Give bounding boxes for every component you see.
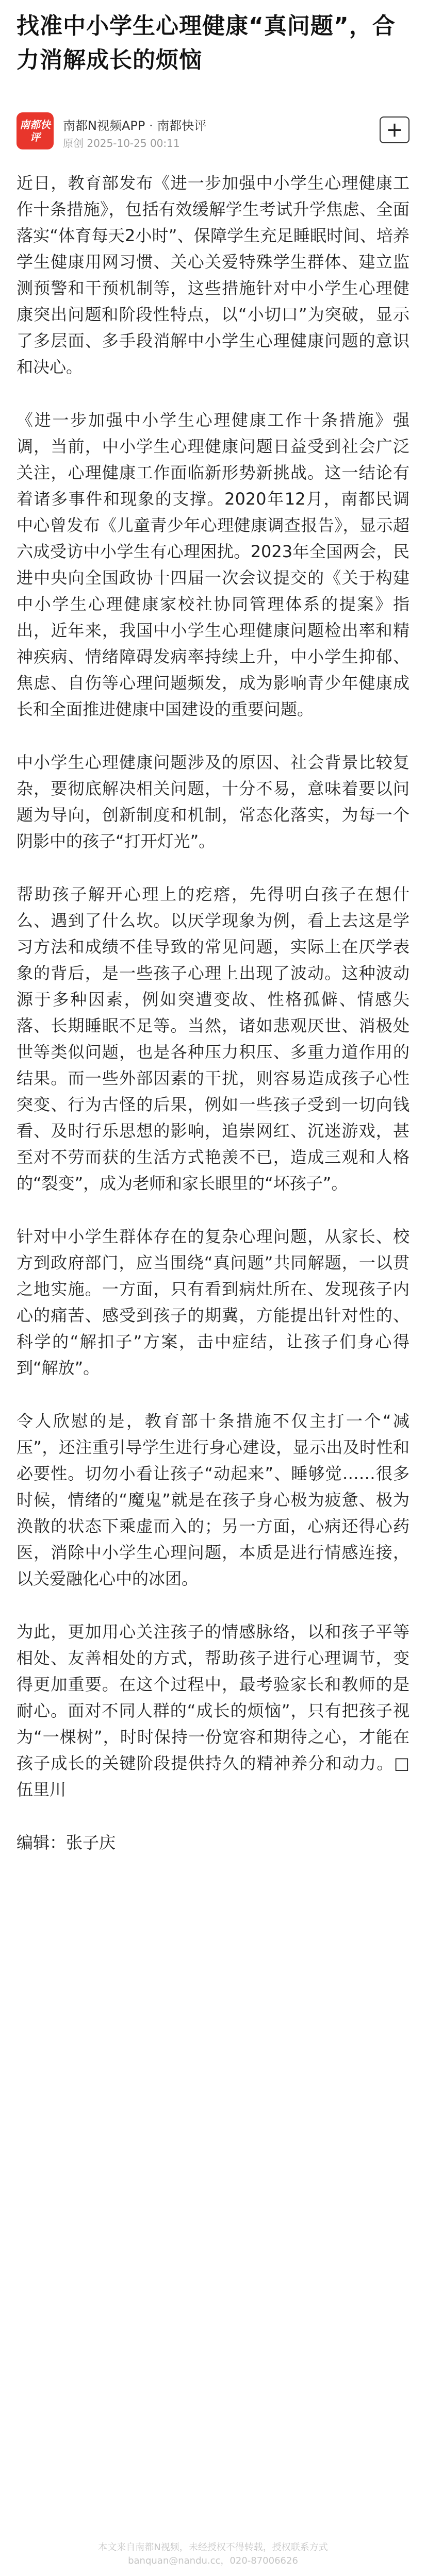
copyright-line-1: 本文来自南都N视频，未经授权不得转载，授权联系方式 — [98, 2542, 328, 2553]
article-paragraph-6: 令人欣慰的是，教育部十条措施不仅主打一个“减压”，还注重引导学生进行身心建设，显示出及时性和必要性。切勿小看让孩子“动起来”、睡够觉……很多时候，情绪的“魔鬼”就是在孩子身心极为疲惫、极为涣散的状态下乘虚而入的；另一方面，心病还得心药医，消除中小学生心理问题，本质是进行情感连接，以关爱融化心中的冰团。 — [17, 1411, 409, 1588]
copyright-footer — [0, 2541, 426, 2568]
article-body — [17, 170, 409, 1856]
source-meta: 原创 2025-10-25 00:11 — [63, 137, 180, 149]
article-paragraph-2: 《进一步加强中小学生心理健康工作十条措施》强调，当前，中小学生心理健康问题日益受到社会广泛关注，心理健康工作面临新形势新挑战。这一结论有着诸多事件和现象的支撑。2020年12月，南都民调中心曾发布《儿童青少年心理健康调查报告》，显示超六成受访中小学生有心理困扰。2023年全国两会，民进中央向全国政协十四届一次会议提交的《关于构建中小学生心理健康家校社协同管理体系的提案》指出，近年来，我国中小学生心理健康问题检出率和精神疾病、情绪障碍发病率持续上升，中小学生抑郁、焦虑、自伤等心理问题频发，成为影响青少年健康成长和全面推进健康中国建设的重要问题。 — [17, 410, 409, 719]
follow-button[interactable]: + — [380, 116, 409, 143]
copyright-line-2: banquan@nandu.cc，020-87006626 — [128, 2555, 298, 2566]
article-paragraph-3: 中小学生心理健康问题涉及的原因、社会背景比较复杂，要彻底解决相关问题，十分不易，意味着要以问题为导向，创新制度和机制，常态化落实，为每一个阴影中的孩子“打开灯光”。 — [17, 752, 409, 851]
article-title: 找准中小学生心理健康“真问题”，合力消解成长的烦恼 — [17, 13, 396, 73]
article-paragraph-5: 针对中小学生群体存在的复杂心理问题，从家长、校方到政府部门，应当围绕“真问题”共同解题，一以贯之地实施。一方面，只有看到病灶所在、发现孩子内心的痛苦、感受到孩子的期冀，方能提出针对性的、科学的“解扣子”方案，击中症结，让孩子们身心得到“解放”。 — [17, 1227, 409, 1378]
source-row — [17, 109, 409, 154]
article-paragraph-1: 近日，教育部发布《进一步加强中小学生心理健康工作十条措施》，包括有效缓解学生考试升学焦虑、全面落实“体育每天2小时”、保障学生充足睡眠时间、培养学生健康用网习惯、关心关爱特殊学生群体、建立监测预警和干预机制等，这些措施针对中小学生心理健康突出问题和阶段性特点，以“小切口”为突破，显示了多层面、多手段消解中小学生心理健康问题的意识和决心。 — [17, 173, 409, 377]
source-name[interactable]: 南都N视频APP · 南都快评 — [63, 119, 207, 133]
editor-credit: 编辑：张子庆 — [17, 1833, 116, 1852]
avatar[interactable]: 南都快评 — [17, 112, 54, 149]
article-paragraph-4: 帮助孩子解开心理上的疙瘩，先得明白孩子在想什么、遇到了什么坎。以厌学现象为例，看上去这是学习方法和成绩不佳导致的常见问题，实际上在厌学表象的背后，是一些孩子心理上出现了波动。这种波动源于多种因素，例如突遭变故、性格孤僻、情感失落、长期睡眠不足等。当然，诸如悲观厌世、消极处世等类似问题，也是各种压力积压、多重力道作用的结果。而一些外部因素的干扰，则容易造成孩子心性突变、行为古怪的后果，例如一些孩子受到一切向钱看、及时行乐思想的影响，追崇网红、沉迷游戏，甚至对不劳而获的生活方式艳羡不已，造成三观和人格的“裂变”，成为老师和家长眼里的“坏孩子”。 — [17, 884, 409, 1193]
article-paragraph-7: 为此，更加用心关注孩子的情感脉络，以和孩子平等相处、友善相处的方式，帮助孩子进行心理调节，变得更加重要。在这个过程中，最考验家长和教师的是耐心。面对不同人群的“成长的烦恼”，只有把孩子视为“一棵树”，时时保持一份宽容和期待之心，才能在孩子成长的关键阶段提供持久的精神养分和动力。□ 伍里川 — [17, 1622, 409, 1799]
